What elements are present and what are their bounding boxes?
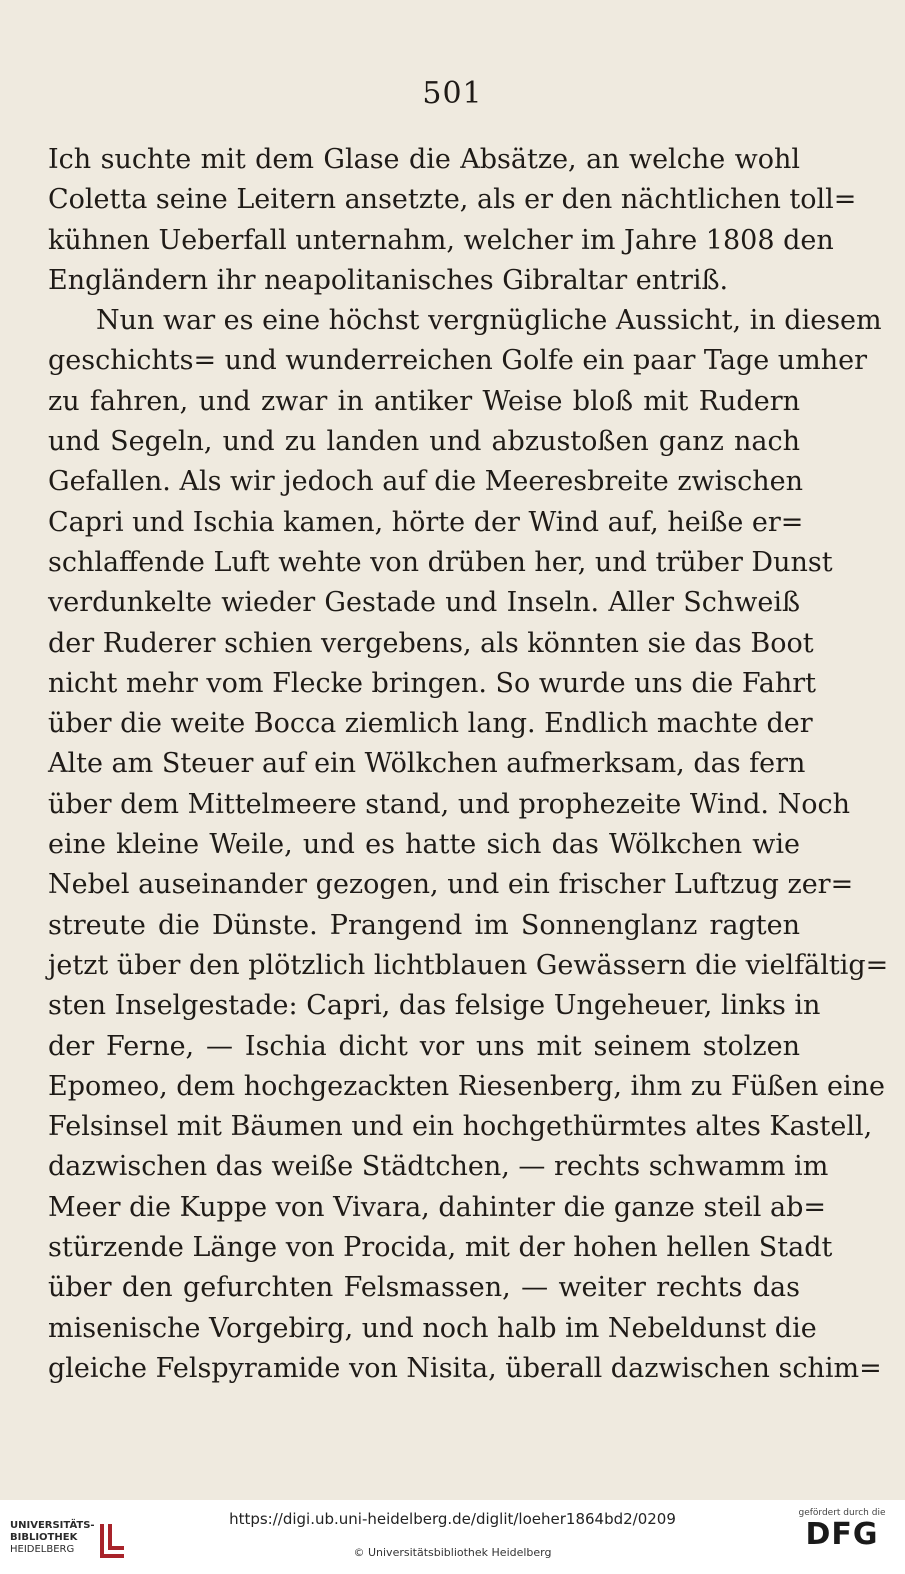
text-line: verdunkelte wieder Gestade und Inseln. Aller Schweiß [48, 587, 800, 619]
text-line: Gefallen. Als wir jedoch auf die Meeresbreite zwischen [48, 466, 804, 498]
funder-name: DFG [805, 1517, 879, 1552]
text-line: gleiche Felspyramide von Nisita, überall dazwischen schim= [48, 1352, 882, 1384]
text-line: geschichts= und wunderreichen Golfe ein paar Tage umher [48, 345, 868, 377]
text-line: nicht mehr vom Flecke bringen. So wurde uns die Fahrt [48, 667, 816, 699]
text-line: über den gefurchten Felsmassen, — weiter rechts das [48, 1272, 800, 1304]
source-url[interactable]: https://digi.ub.uni-heidelberg.de/diglit/loeher1864bd2/0209 [229, 1510, 676, 1528]
footer-bar [0, 1500, 905, 1574]
text-line: und Segeln, und zu landen und abzustoßen ganz nach [48, 426, 800, 458]
text-line: stürzende Länge von Procida, mit der hohen hellen Stadt [48, 1232, 833, 1264]
text-line: Capri und Ischia kamen, hörte der Wind auf, heiße er= [48, 506, 804, 538]
body-text [48, 140, 889, 1389]
text-line: misenische Vorgebirg, und noch halb im Nebeldunst die [48, 1312, 817, 1344]
text-line: kühnen Ueberfall unternahm, welcher im Jahre 1808 den [48, 224, 834, 256]
text-line: Nebel auseinander gezogen, und ein frischer Luftzug zer= [48, 869, 854, 901]
text-line: jetzt über den plötzlich lichtblauen Gewässern die vielfältig= [48, 949, 889, 981]
text-line: Epomeo, dem hochgezackten Riesenberg, ihm zu Füßen eine [48, 1070, 885, 1102]
text-line: über dem Mittelmeere stand, und prophezeite Wind. Noch [48, 788, 850, 820]
text-line: Nun war es eine höchst vergnügliche Aussicht, in diesem [96, 305, 882, 337]
text-line: der Ferne, — Ischia dicht vor uns mit seinem stolzen [48, 1030, 800, 1062]
text-line: Ich suchte mit dem Glase die Absätze, an welche wohl [48, 144, 800, 175]
funder-logo [797, 1508, 887, 1552]
funder-note: gefördert durch die [798, 1508, 886, 1518]
library-name-line1: UNIVERSITÄTS- [10, 1520, 95, 1531]
copyright-notice: © Universitätsbibliothek Heidelberg [353, 1546, 552, 1559]
text-line: zu fahren, und zwar in antiker Weise bloß mit Rudern [48, 385, 800, 417]
text-line: eine kleine Weile, und es hatte sich das Wölkchen wie [48, 829, 800, 861]
text-line: dazwischen das weiße Städtchen, — rechts schwamm im [48, 1151, 829, 1183]
library-name-line3: HEIDELBERG [10, 1544, 75, 1555]
text-line: Engländern ihr neapolitanisches Gibraltar entriß. [48, 264, 729, 296]
text-line: sten Inselgestade: Capri, das felsige Ungeheuer, links in [48, 990, 821, 1022]
text-line: der Ruderer schien vergebens, als könnten sie das Boot [48, 627, 814, 659]
text-line: Felsinsel mit Bäumen und ein hochgethürmtes altes Kastell, [48, 1111, 873, 1143]
text-line: über die weite Bocca ziemlich lang. Endlich machte der [48, 708, 813, 740]
text-line: schlaffende Luft wehte von drüben her, und trüber Dunst [48, 546, 833, 578]
text-line: Meer die Kuppe von Vivara, dahinter die ganze steil ab= [48, 1191, 827, 1223]
page-number: 501 [422, 76, 483, 111]
text-line: Coletta seine Leitern ansetzte, als er den nächtlichen toll= [48, 184, 857, 216]
text-line: streute die Dünste. Prangend im Sonnenglanz ragten [48, 909, 800, 941]
library-name-line2: BIBLIOTHEK [10, 1532, 78, 1543]
text-line: Alte am Steuer auf ein Wölkchen aufmerksam, das fern [48, 748, 806, 780]
